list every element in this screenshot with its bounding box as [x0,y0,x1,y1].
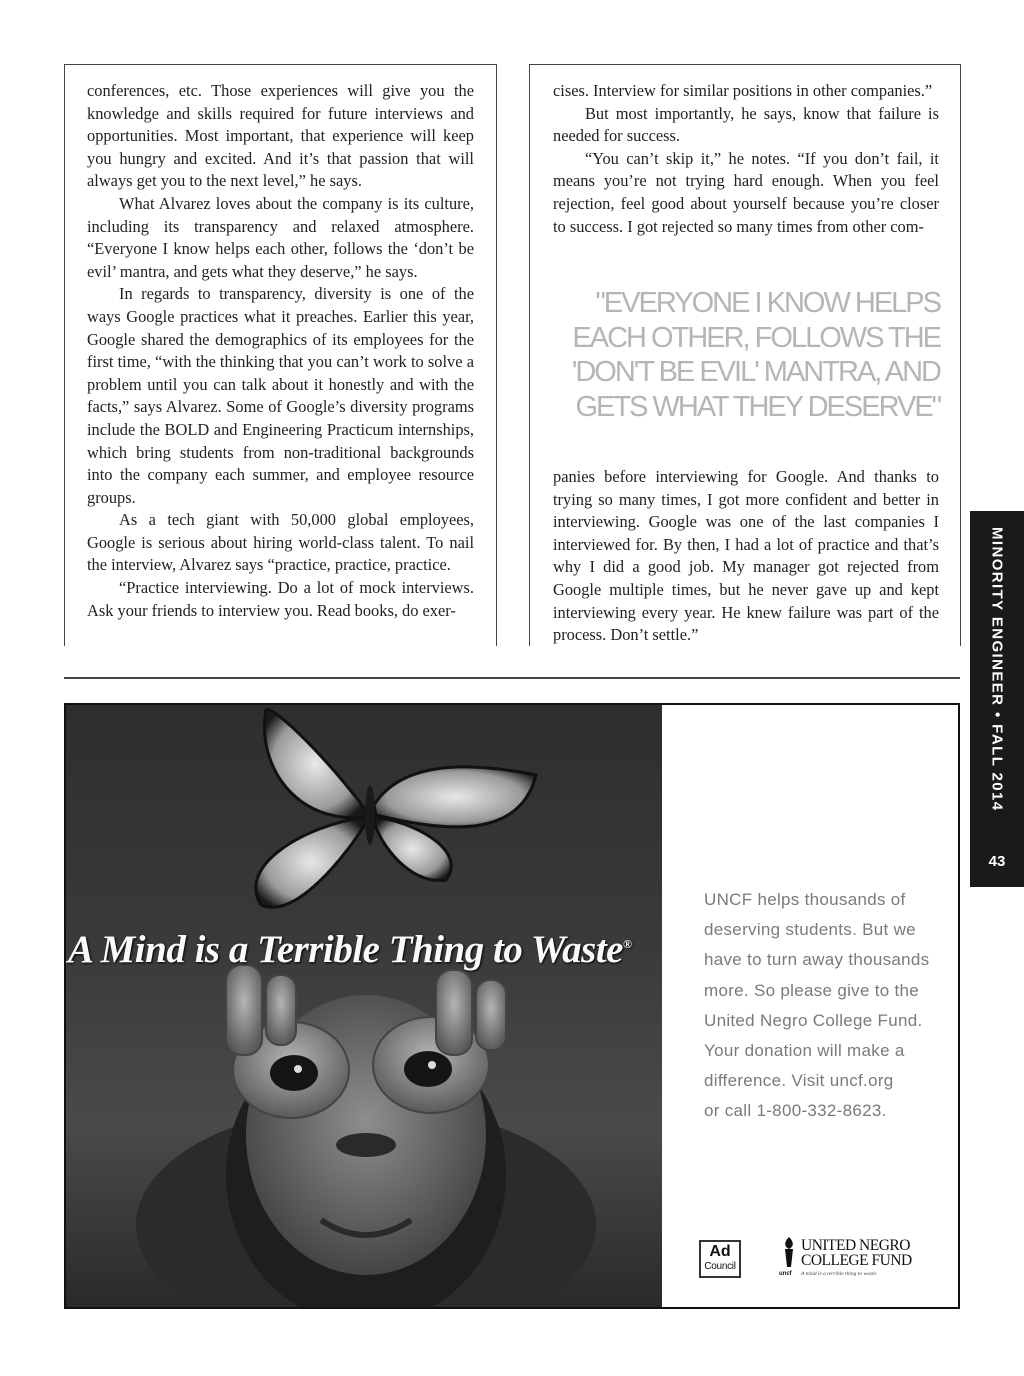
ad-copy-line: United Negro College Fund. [704,1010,923,1030]
photo-illustration [66,705,662,1307]
pull-quote-line: EACH OTHER, FOLLOWS THE [572,321,940,354]
paragraph: conferences, etc. Those experiences will give you the knowledge and skills required for future interviews and opportunities. Most important, that experience will keep you hungry and excited. And it’s that passion that will always get you to the next level,” he says. [87,81,474,191]
paragraph: cises. Interview for similar positions in other companies.” [553,81,933,100]
uncf-advertisement [64,703,960,1309]
paragraph: But most importantly, he says, know that failure is needed for success. [553,103,939,146]
ad-council-logo-council: Council [704,1261,736,1272]
section-divider [64,677,960,679]
torch-icon [779,1235,799,1269]
article-right-column-top [553,80,939,238]
ad-copy-line: deserving students. But we [704,920,916,940]
butterfly-child-photo [66,705,662,1307]
pull-quote [560,286,940,424]
paragraph: As a tech giant with 50,000 global employees, Google is serious about hiring world-class talent. To nail the interview, Alvarez says “practice, practice, practice. [87,510,474,575]
uncf-mark: uncf [779,1271,792,1277]
ad-copy-line: have to turn away thousands [704,950,930,970]
ad-copy-line: UNCF helps thousands of [704,890,906,909]
uncf-name [801,1238,912,1268]
pull-quote-line: 'DON'T BE EVIL' MANTRA, AND [571,356,940,388]
ad-council-logo [699,1240,741,1278]
ad-headline [68,927,688,972]
butterfly-icon [256,710,536,908]
registered-mark: ® [623,937,632,951]
paragraph: In regards to transparency, diversity is one of the ways Google practices what it preaches. Earlier this year, Google shared the demographics of its employees for the first time, “with the thinking that you can’t work to solve a problem until you can talk about it honestly and with the facts,” says Alvarez. Some of Google’s diversity programs include the BOLD and Engineering Practicum internships, which bring students from non-traditional backgrounds into the company each summer, and employee resource groups. [87,284,474,507]
uncf-name-line2: COLLEGE FUND [801,1252,912,1269]
article-left-column [87,80,474,622]
uncf-logo [779,1235,929,1281]
ad-council-logo-ad: Ad [709,1243,731,1260]
paragraph: “You can’t skip it,” he notes. “If you don’t fail, it means you’re not trying hard enough. When you feel rejection, feel good about yourself because you’re closer to success. I got rejected so many times from other com- [553,148,939,236]
ad-copy-line: more. So please give to the [704,980,920,1000]
publication-title: MINORITY ENGINEER • FALL 2014 [988,527,1006,812]
ad-copy-line: Your donation will make a [704,1041,905,1061]
page-number: 43 [988,853,1006,870]
article-right-column-bottom [553,466,939,647]
ad-copy-line: difference. Visit uncf.org [704,1071,894,1091]
uncf-name-line1: UNITED NEGRO [801,1237,910,1254]
ad-headline-text: A Mind is a Terrible Thing to Waste [68,928,623,971]
paragraph: What Alvarez loves about the company is its culture, including its transparency and relaxed atmosphere. “Everyone I know helps each other, follows the ‘don’t be evil’ mantra, and gets what they deserve,” he says. [87,193,474,281]
paragraph: panies before interviewing for Google. And thanks to trying so many times, I got more confident and better in interviewing. Google was one of the last companies I interviewed for. By then, I had a lot of practice and that’s why I did a good job. My manager got rejected from Google multiple times, but he never gave up and kept interviewing every year. He knew failure was part of the process. Don’t settle.” [553,467,939,645]
ad-body-copy [704,885,930,1127]
uncf-tagline: A mind is a terrible thing to waste. [801,1271,878,1277]
pull-quote-line: GETS WHAT THEY DESERVE" [575,390,940,423]
paragraph: “Practice interviewing. Do a lot of mock interviews. Ask your friends to interview you. Read books, do exer- [87,578,474,620]
ad-copy-line: or call 1-800-332-8623. [704,1101,887,1121]
pull-quote-line: "EVERYONE I KNOW HELPS [595,287,940,319]
sidebar-tab [970,511,1024,887]
